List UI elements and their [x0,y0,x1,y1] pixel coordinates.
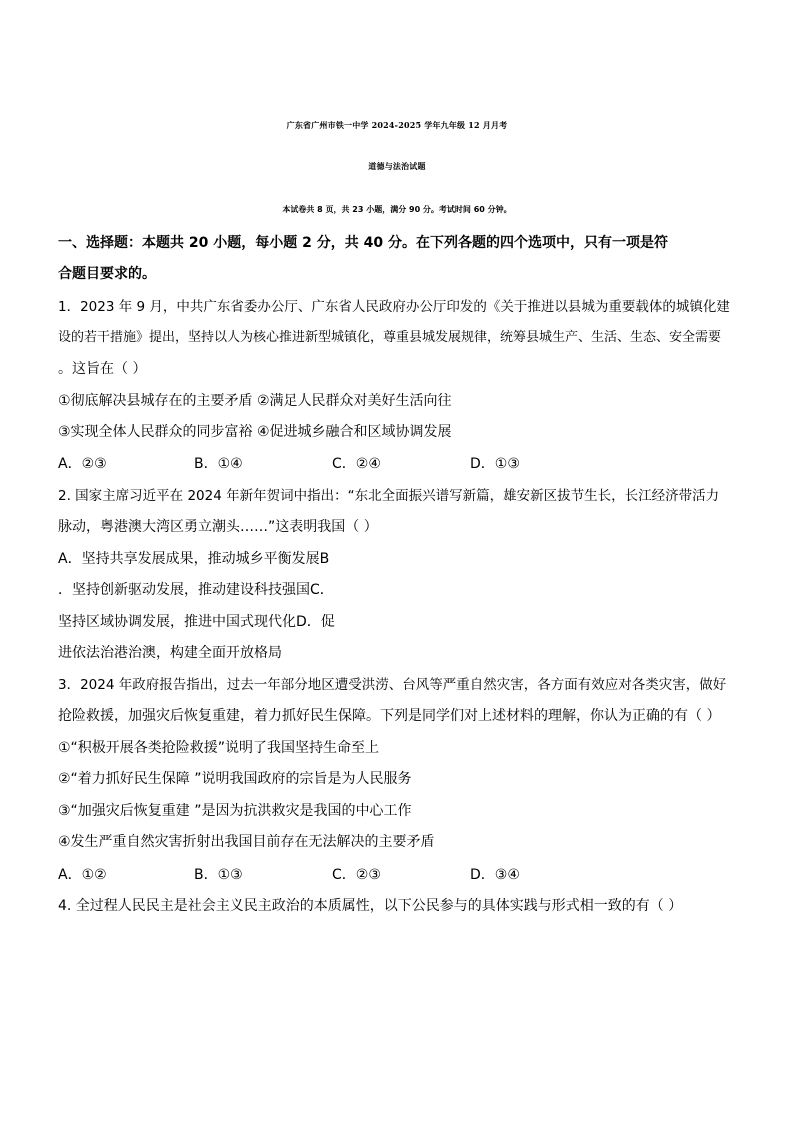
q3-item-line3: ③“加强灾后恢复重建 ”是因为抗洪救灾是我国的中心工作 [58,803,412,819]
q1-option-d: D．①③ [470,456,520,472]
q1-stem-line1: 1．2023 年 9 月，中共广东省委办公厅、广东省人民政府办公厅印发的《关于推进以县城为重要载体的城镇化建 [58,299,730,315]
q1-stem-line2: 设的若干措施》提出，坚持以人为核心推进新型城镇化，尊重县城发展规律，统筹县城生产、生活、生态、安全需要 [58,330,722,345]
exam-subtitle: 道德与法治试题 [368,161,426,171]
q3-stem-line2: 抢险救援，加强灾后恢复重建，着力抓好民生保障。下列是同学们对上述材料的理解，你认为正确的有（ ） [58,708,721,724]
q3-item-line1: ①“积极开展各类抢险救援”说明了我国坚持生命至上 [58,740,380,756]
q3-item-line2: ②“着力抓好民生保障 ”说明我国政府的宗旨是为人民服务 [58,771,412,787]
q2-option-line3: 坚持区域协调发展，推进中国式现代化D．促 [58,614,335,630]
q2-stem-line1: 2. 国家主席习近平在 2024 年新年贺词中指出：“东北全面振兴谱写新篇，雄安新区拔节生长，长江经济带活力 [58,488,720,504]
q1-option-c: C．②④ [332,456,381,472]
q3-item-line4: ④发生严重自然灾害折射出我国目前存在无法解决的主要矛盾 [58,834,435,850]
q3-option-c: C．②③ [332,867,381,883]
section-heading-line1: 一、选择题：本题共 20 小题，每小题 2 分，共 40 分。在下列各题的四个选项中，只有一项是符 [58,235,668,251]
q1-item-line1: ①彻底解决县城存在的主要矛盾 ②满足人民群众对美好生活向往 [58,393,452,409]
q1-stem-line3: 。这旨在（ ） [58,361,147,377]
q3-stem-line1: 3．2024 年政府报告指出，过去一年部分地区遭受洪涝、台风等严重自然灾害，各方面有效应对各类灾害，做好 [58,677,727,693]
q3-option-b: B．①③ [194,867,243,883]
q2-option-line4: 进依法治港治澳，构建全面开放格局 [58,645,282,661]
exam-title: 广东省广州市铁一中学 2024-2025 学年九年级 12 月月考 [286,120,508,130]
section-heading-line2: 合题目要求的。 [58,266,156,282]
q1-item-line2: ③实现全体人民群众的同步富裕 ④促进城乡融合和区域协调发展 [58,424,452,440]
q3-option-d: D．③④ [470,867,520,883]
q1-option-b: B．①④ [194,456,243,472]
q4-stem-line1: 4. 全过程人民民主是社会主义民主政治的本质属性，以下公民参与的具体实践与形式相一致的有（ ） [58,898,683,914]
q1-option-a: A．②③ [58,456,107,472]
q3-option-a: A．①② [58,867,107,883]
q2-stem-line2: 脉动，粤港澳大湾区勇立潮头……”这表明我国（ ） [58,519,378,535]
q2-option-line1: A．坚持共享发展成果，推动城乡平衡发展B [58,551,330,567]
q2-option-line2: ．坚持创新驱动发展，推动建设科技强国C． [58,582,334,598]
exam-info: 本试卷共 8 页，共 23 小题，满分 90 分。考试时间 60 分钟。 [282,205,512,214]
